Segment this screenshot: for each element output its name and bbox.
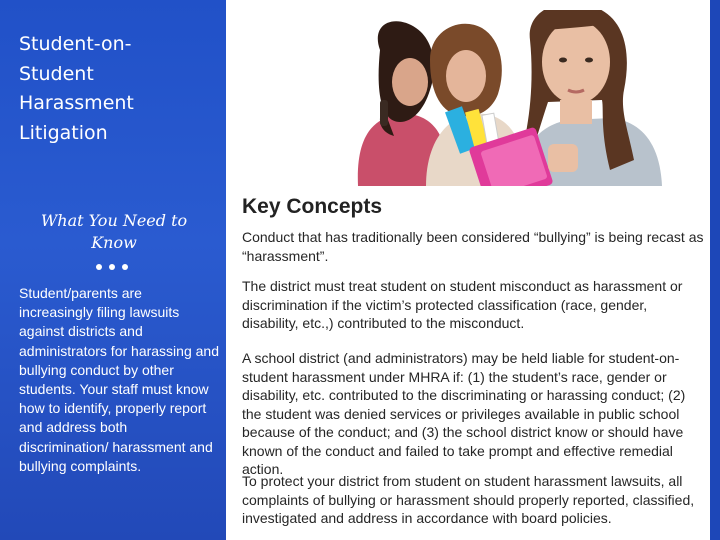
concept-paragraph: A school district (and administrators) may be held liable for student-on-student harassment under MHRA if: (1) the student’s race, gender or disability, etc. contributed to the discriminating or harassing conduct; (2) the student was denied services or privileges available in public school because of the conduct; and (3) the school district know or should have known of the conduct and failed to take prompt and effective remedial action. <box>242 350 686 477</box>
subheading-line: What You Need to <box>40 211 188 230</box>
sidebar-body-text: Student/parents are increasingly filing lawsuits against districts and administrators for harassing and bullying conduct by other students. Your staff must know how to identify, properly report and address both discrimination/ harassment and bullying complaints. <box>19 285 219 474</box>
key-concepts-heading: Key Concepts <box>242 195 383 218</box>
header-photo <box>226 0 720 186</box>
title-line: Harassment <box>19 92 134 114</box>
subheading-line: Know <box>91 233 137 252</box>
sidebar-panel <box>0 0 226 540</box>
title-line: Student <box>19 62 94 85</box>
title-line: Student-on- <box>19 33 132 55</box>
subheading <box>14 210 214 254</box>
title-line: Litigation <box>19 121 108 144</box>
students-photo <box>230 10 716 186</box>
slide-title <box>19 30 209 148</box>
concept-paragraph: The district must treat student on student misconduct as harassment or discrimination if the victim’s protected classification (race, gender, disability, etc.,) contributed to the misconduct. <box>242 278 683 331</box>
ellipsis-dots-icon <box>96 262 128 272</box>
key-concepts-list <box>242 228 704 528</box>
concept-paragraph: To protect your district from student on student harassment lawsuits, all complaints of bullying or harassment should properly reported, classified, investigated and address in accordance with board policies. <box>242 473 695 526</box>
concept-paragraph: Conduct that has traditionally been considered “bullying” is being recast as “harassment”. <box>242 229 704 264</box>
right-edge-bar <box>710 0 720 540</box>
